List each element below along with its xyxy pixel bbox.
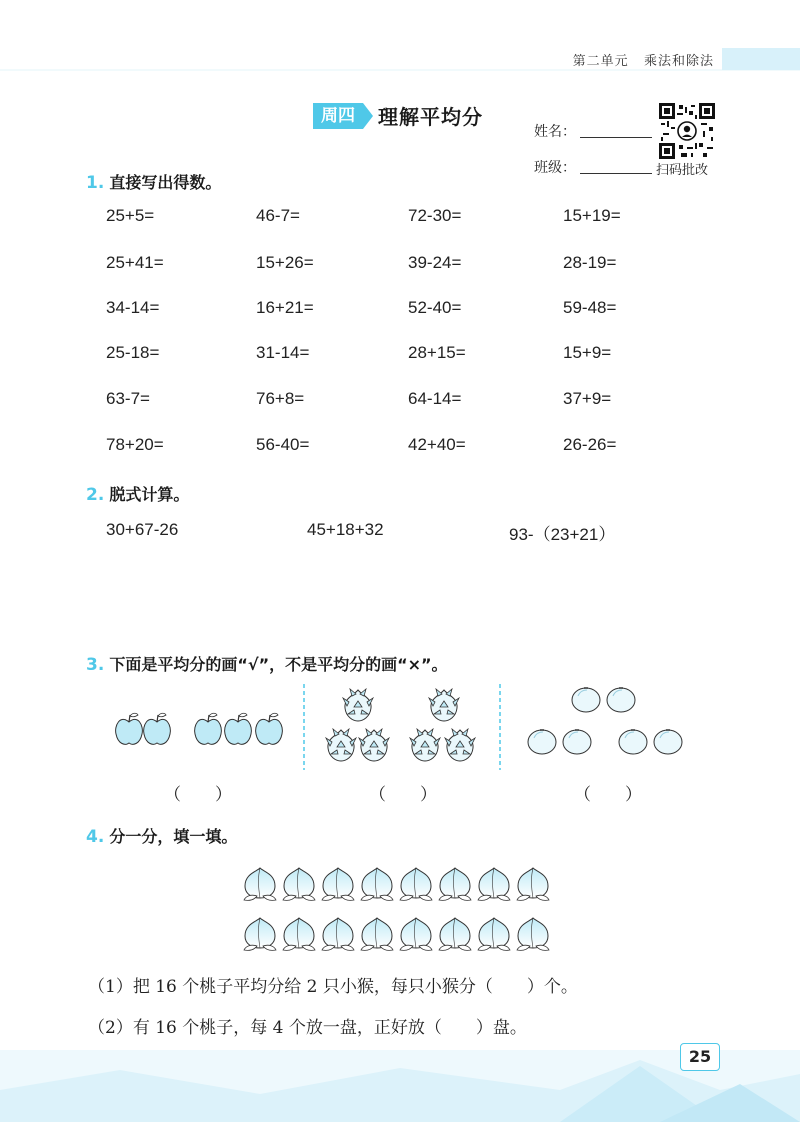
question-2-title: 脱式计算。 (109, 485, 190, 504)
peach-icon (400, 868, 432, 900)
expression-item: 45+18+32 (307, 520, 384, 539)
calc-item: 63-7= (106, 389, 150, 408)
orange-icon (572, 688, 600, 712)
peach-icon (439, 918, 471, 950)
question-4-title: 分一分，填一填。 (109, 827, 238, 846)
unit-label: 第二单元 (572, 54, 629, 69)
peach-icon (244, 918, 276, 950)
fill-question-2: （2）有 16 个桃子，每 4 个放一盘，正好放（ ）盘。 (88, 1018, 527, 1038)
orange-icon (528, 730, 556, 754)
dragon-fruit-icon (429, 689, 459, 721)
question-3-title: 下面是平均分的画“√”，不是平均分的画“×”。 (109, 655, 448, 674)
calc-item: 25+41= (106, 253, 164, 272)
peach-icon (283, 868, 315, 900)
apple-icon (225, 713, 252, 744)
calc-item: 25-18= (106, 343, 160, 362)
calc-item: 16+21= (256, 298, 314, 317)
question-3-heading (86, 652, 448, 675)
orange-icon (619, 730, 647, 754)
peach-icon (244, 868, 276, 900)
calc-item: 28+15= (408, 343, 466, 362)
calc-item: 72-30= (408, 206, 462, 225)
expression-item: 93-（23+21） (509, 525, 616, 544)
peach-icon (283, 918, 315, 950)
calc-item: 59-48= (563, 298, 617, 317)
calc-item: 64-14= (408, 389, 462, 408)
question-1-title: 直接写出得数。 (109, 173, 222, 192)
name-field[interactable] (580, 121, 652, 138)
expression-item: 30+67-26 (106, 520, 179, 539)
day-badge: 周四 (313, 103, 363, 129)
dragon-fruit-icon (326, 729, 356, 761)
peach-icon (361, 918, 393, 950)
calc-item: 15+26= (256, 253, 314, 272)
fill-question-1: （1）把 16 个桃子平均分给 2 只小猴，每只小猴分（ ）个。 (88, 977, 578, 997)
peach-icon (322, 918, 354, 950)
fruit-groups (100, 682, 720, 772)
class-field[interactable] (580, 157, 652, 174)
orange-icon (607, 688, 635, 712)
peach-icon (400, 918, 432, 950)
peach-icon (517, 868, 549, 900)
calc-item: 76+8= (256, 389, 305, 408)
answer-blank-2[interactable]: （ ） (369, 785, 437, 805)
question-2-heading (86, 482, 189, 505)
class-label: 班级： (534, 160, 576, 176)
calc-item: 31-14= (256, 343, 310, 362)
calc-item: 15+19= (563, 206, 621, 225)
apple-icon (195, 713, 222, 744)
question-4-heading (86, 824, 237, 847)
calc-item: 34-14= (106, 298, 160, 317)
calc-item: 56-40= (256, 435, 310, 454)
question-3-number: 3. (86, 655, 105, 675)
peach-icon (478, 918, 510, 950)
orange-icon (563, 730, 591, 754)
dragon-fruit-icon (359, 729, 389, 761)
apple-icon (256, 713, 283, 744)
qr-code-icon[interactable] (659, 103, 715, 159)
peach-grid (240, 860, 560, 960)
unit-header (573, 50, 714, 69)
orange-icon (654, 730, 682, 754)
calc-item: 26-26= (563, 435, 617, 454)
peach-icon (439, 868, 471, 900)
answer-blank-1[interactable]: （ ） (164, 785, 232, 805)
question-4-number: 4. (86, 827, 105, 847)
calc-item: 15+9= (563, 343, 612, 362)
apple-icon (144, 713, 171, 744)
calc-item: 37+9= (563, 389, 612, 408)
dragon-fruit-icon (445, 729, 475, 761)
calc-item: 25+5= (106, 206, 155, 225)
peach-icon (478, 868, 510, 900)
peach-icon (322, 868, 354, 900)
header-accent (722, 48, 800, 70)
peach-icon (361, 868, 393, 900)
topic-label: 乘法和除法 (643, 54, 714, 69)
qr-label: 扫码批改 (656, 163, 709, 178)
name-label: 姓名： (534, 124, 576, 140)
calc-item: 52-40= (408, 298, 462, 317)
calc-item: 39-24= (408, 253, 462, 272)
apple-icon (116, 713, 143, 744)
question-1-number: 1. (86, 173, 105, 193)
dragon-fruit-icon (343, 689, 373, 721)
calc-item: 42+40= (408, 435, 466, 454)
question-2-number: 2. (86, 485, 105, 505)
peach-icon (517, 918, 549, 950)
page-number: 25 (680, 1043, 720, 1071)
calc-item: 78+20= (106, 435, 164, 454)
dragon-fruit-icon (410, 729, 440, 761)
calc-item: 28-19= (563, 253, 617, 272)
answer-blank-3[interactable]: （ ） (574, 785, 642, 805)
question-1-heading (86, 170, 221, 193)
page-title: 理解平均分 (378, 105, 483, 129)
calc-item: 46-7= (256, 206, 300, 225)
